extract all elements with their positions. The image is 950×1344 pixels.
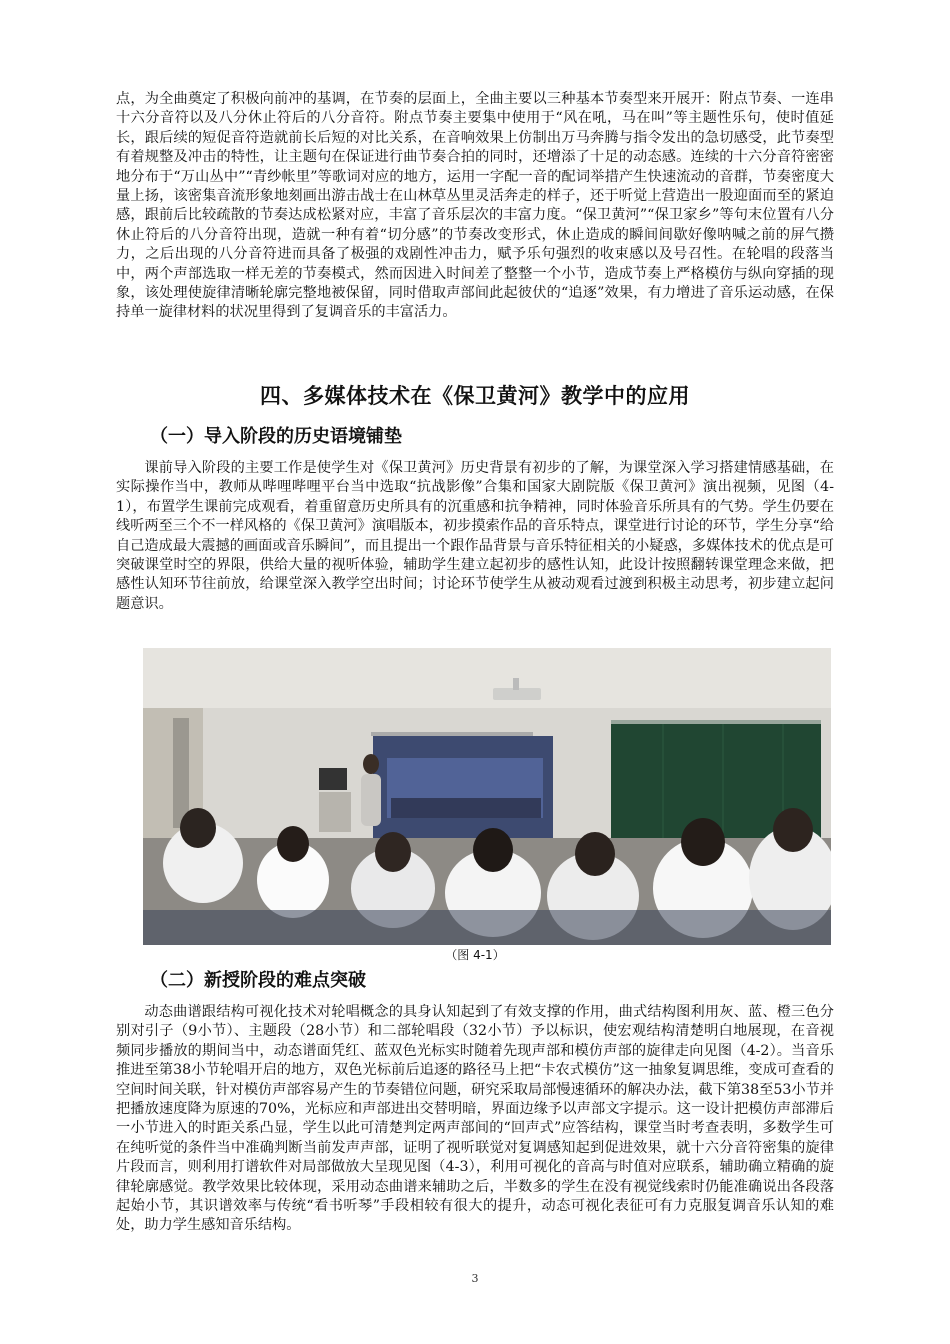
subsection-heading-new-lesson: （二）新授阶段的难点突破 <box>150 970 366 991</box>
classroom-photo <box>143 648 831 945</box>
paragraph-introduction-stage: 课前导入阶段的主要工作是使学生对《保卫黄河》历史背景有初步的了解，为课堂深入学习搭建情感基础，在实际操作当中，教师从哔哩哔哩平台当中选取“抗战影像”合集和国家大剧院版《保卫黄河》演出视频，见图（4-1），布置学生课前完成观看，着重留意历史所具有的沉重感和抗争精神，同时体验音乐所具有的气势。学生仍要在线听两至三个不一样风格的《保卫黄河》演唱版本，初步摸索作品的音乐特点，课堂进行讨论的环节，学生分享“给自己造成最大震撼的画面或音乐瞬间”，而且提出一个跟作品背景与音乐特征相关的小疑惑，多媒体技术的优点是可突破课堂时空的界限，供给大量的视听体验，辅助学生建立起初步的感性认知，此设计按照翻转课堂理念来做，把感性认知环节往前放，给课堂深入教学空出时间；讨论环节使学生从被动观看过渡到积极主动思考，初步建立起问题意识。 <box>116 460 834 612</box>
figure-caption: （图 4-1） <box>445 948 505 962</box>
paragraph-rhythm-analysis: 点，为全曲奠定了积极向前冲的基调，在节奏的层面上，全曲主要以三种基本节奏型来开展开：附点节奏、一连串十六分音符以及八分休止符后的八分音符。附点节奏主要集中使用于“风在吼，马在叫”等主题性乐句，使时值延长，跟后续的短促音符造就前长后短的对比关系，在音响效果上仿制出万马奔腾与指令发出的急切感受，此节奏型有着规整及冲击的特性，让主题句在保证进行曲节奏合拍的同时，还增添了十足的动态感。连续的十六分音符密密地分布于“万山丛中”“青纱帐里”等歌词对应的地方，运用一字配一音的配词举措产生快速流动的音群，节奏密度大量上扬，该密集音流形象地刻画出游击战士在山林草丛里灵活奔走的样子，还于听觉上营造出一股迎面而至的紧迫感，跟前后比较疏散的节奏达成松紧对应，丰富了音乐层次的丰富力度。“保卫黄河”“保卫家乡”等句末位置有八分休止符后的八分音符出现，造就一种有着“切分感”的节奏改变形式，休止造成的瞬间间歇好像呐喊之前的屏气攒力，之后出现的八分音符进而具备了极强的戏剧性冲击力，赋予乐句强烈的收束感以及号召性。在轮唱的段落当中，两个声部选取一样无差的节奏模式，然而因进入时间差了整整一个小节，造成节奏上严格模仿与纵向穿插的现象，该处理使旋律清晰轮廓完整地被保留，同时借取声部间此起彼伏的“追逐”效果，有力增进了音乐运动感，在保持单一旋律材料的状况里得到了复调音乐的丰富活力。 <box>116 91 834 321</box>
paragraph-new-lesson-stage: 动态曲谱跟结构可视化技术对轮唱概念的具身认知起到了有效支撑的作用，曲式结构图利用灰、蓝、橙三色分别对引子（9小节）、主题段（28小节）和二部轮唱段（32小节）予以标识，使宏观结构清楚明白地展现，在音视频同步播放的期间当中，动态谱面凭红、蓝双色光标实时随着先现声部和模仿声部的旋律走向见图（4-2）。当音乐推进至第38小节轮唱开启的地方，双色光标前后追逐的路径马上把“卡农式模仿”这一抽象复调思维，变成可查看的空间时间关联，针对模仿声部容易产生的节奏错位问题，研究采取局部慢速循环的解决办法，截下第38至53小节并把播放速度降为原速的70%，光标应和声部进出交替明暗，界面边缘予以声部文字提示。这一设计把模仿声部滞后一小节进入的时距关系凸显，学生以此可清楚判定两声部间的“回声式”应答结构，课堂当时考查表明，多数学生可在纯听觉的条件当中准确判断当前发声声部，证明了视听联觉对复调感知起到促进效果，就十六分音符密集的旋律片段而言，则利用打谱软件对局部做放大呈现见图（4-3），利用可视化的音高与时值对应联系，辅助确立精确的旋律轮廓感觉。教学效果比较体现，采用动态曲谱来辅助之后，半数多的学生在没有视觉线索时仍能准确说出各段落起始小节，其识谱效率与传统“看书听琴”手段相较有很大的提升，动态可视化表征可有力克服复调音乐认知的难处，助力学生感知音乐结构。 <box>116 1004 834 1234</box>
page-number: 3 <box>471 1272 479 1285</box>
section-heading: 四、多媒体技术在《保卫黄河》教学中的应用 <box>260 384 690 408</box>
subsection-heading-introduction: （一）导入阶段的历史语境铺垫 <box>150 426 402 447</box>
